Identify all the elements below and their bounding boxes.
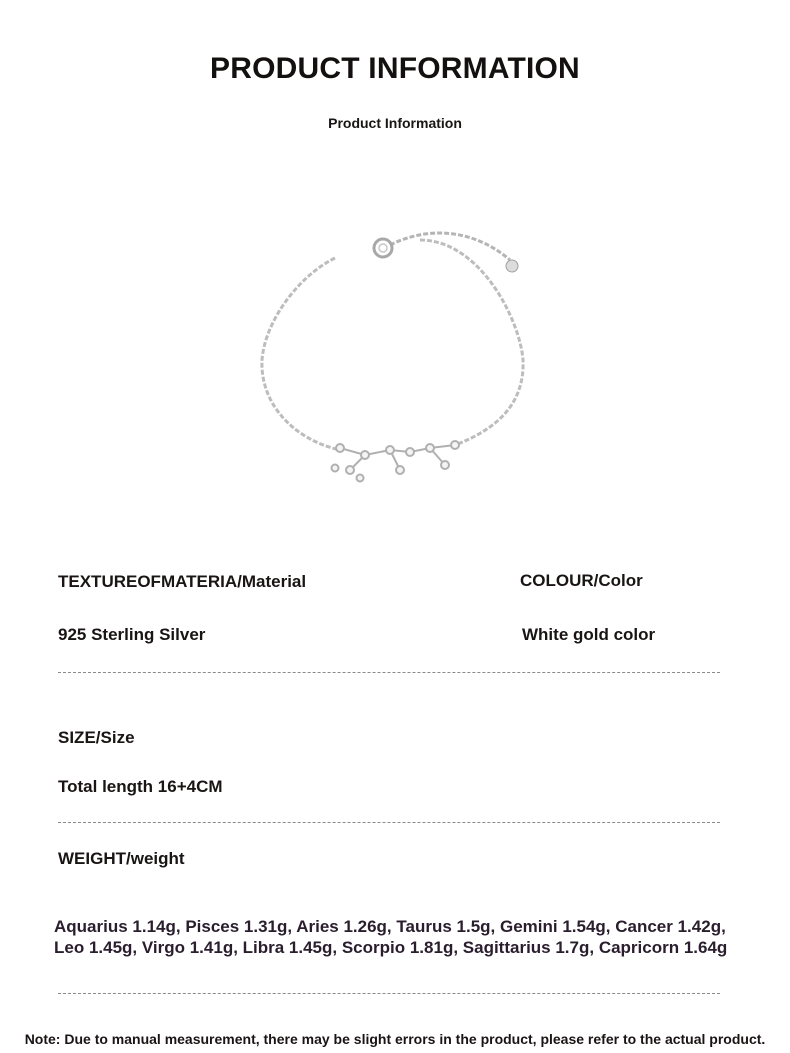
page-title: PRODUCT INFORMATION <box>210 52 580 85</box>
colour-value: White gold color <box>522 625 656 644</box>
weight-label: WEIGHT/weight <box>58 849 185 868</box>
disclaimer-note: Note: Due to manual measurement, there may be slight errors in the product, please refer to the actual product. <box>24 1031 766 1047</box>
weight-line: Aquarius 1.14g, Pisces 1.31g, Aries 1.26g, Taurus 1.5g, Gemini 1.54g, Cancer 1.42g, <box>54 917 726 936</box>
divider <box>58 672 720 673</box>
constellation-bracelet-image <box>240 200 550 500</box>
colour-label: COLOUR/Color <box>520 571 643 590</box>
material-label: TEXTUREOFMATERIA/Material <box>58 572 307 591</box>
divider <box>58 993 720 994</box>
material-value: 925 Sterling Silver <box>58 625 206 644</box>
size-label: SIZE/Size <box>58 728 135 747</box>
page-subtitle: Product Information <box>328 115 462 131</box>
size-value: Total length 16+4CM <box>58 777 223 796</box>
divider <box>58 822 720 823</box>
weight-list <box>54 916 754 958</box>
weight-line: Leo 1.45g, Virgo 1.41g, Libra 1.45g, Scorpio 1.81g, Sagittarius 1.7g, Capricorn 1.64g <box>54 938 728 957</box>
